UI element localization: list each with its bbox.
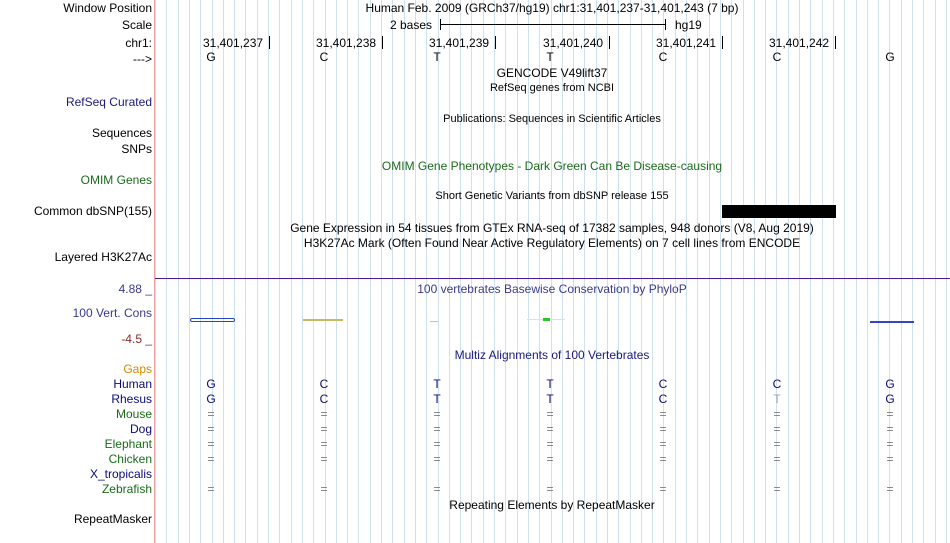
ruler-position: 31,401,241 xyxy=(656,36,717,50)
phylop-title: 100 vertebrates Basewise Conservation by PhyloP xyxy=(417,282,687,296)
track-label-snps[interactable]: SNPs xyxy=(121,142,152,156)
alignment-base: = xyxy=(433,437,441,451)
alignment-base: = xyxy=(886,422,894,436)
species-label-mouse[interactable]: Mouse xyxy=(115,407,152,421)
track-label-phylop[interactable]: 100 Vert. Cons xyxy=(72,306,152,320)
alignment-base: = xyxy=(773,437,781,451)
phylop-max-label: 4.88 _ xyxy=(118,282,152,296)
phylop-mark xyxy=(190,318,235,322)
species-label-human[interactable]: Human xyxy=(113,377,152,391)
alignment-base: = xyxy=(320,422,328,436)
alignment-base: = xyxy=(320,407,328,421)
alignment-base: = xyxy=(773,422,781,436)
sequence-base: C xyxy=(319,50,329,64)
alignment-base: = xyxy=(546,422,554,436)
track-label-omim[interactable]: OMIM Genes xyxy=(80,173,152,187)
sequence-base: T xyxy=(433,50,441,64)
alignment-base: = xyxy=(207,452,215,466)
track-label-gaps[interactable]: Gaps xyxy=(123,362,152,376)
phylop-mark xyxy=(430,321,438,322)
alignment-base: T xyxy=(546,392,554,406)
alignment-base: = xyxy=(207,437,215,451)
refseq-subtitle: RefSeq genes from NCBI xyxy=(489,82,615,94)
ruler-tick xyxy=(609,36,610,49)
alignment-base: T xyxy=(433,377,441,391)
scale-assembly: hg19 xyxy=(675,18,702,32)
multiz-title: Multiz Alignments of 100 Vertebrates xyxy=(454,348,650,362)
alignment-base: C xyxy=(772,377,782,391)
dbsnp-title: Short Genetic Variants from dbSNP release 155 xyxy=(435,190,669,202)
alignment-base: C xyxy=(319,377,329,391)
track-label-h3k27[interactable]: Layered H3K27Ac xyxy=(54,250,152,264)
alignment-base: = xyxy=(546,437,554,451)
alignment-base: T xyxy=(433,392,441,406)
alignment-base: C xyxy=(658,377,668,391)
h3k27-baseline xyxy=(155,278,950,279)
window-position-label: Window Position xyxy=(63,1,152,15)
sequence-base: G xyxy=(885,50,895,64)
ruler-position: 31,401,239 xyxy=(429,36,490,50)
species-label-x_tropicalis[interactable]: X_tropicalis xyxy=(89,467,152,481)
ruler-tick xyxy=(269,36,270,49)
ruler-tick xyxy=(835,36,836,49)
alignment-base: T xyxy=(546,377,554,391)
alignment-base: = xyxy=(886,437,894,451)
alignment-base: G xyxy=(885,392,895,406)
species-label-rhesus[interactable]: Rhesus xyxy=(111,392,152,406)
alignment-base: = xyxy=(773,482,781,496)
scale-size: 2 bases xyxy=(390,18,433,32)
publications-title: Publications: Sequences in Scientific Articles xyxy=(443,113,661,125)
alignment-base: G xyxy=(206,392,216,406)
ruler-position: 31,401,240 xyxy=(543,36,604,50)
alignment-base: G xyxy=(885,377,895,391)
phylop-min-label: -4.5 _ xyxy=(121,332,152,346)
alignment-base: = xyxy=(207,407,215,421)
species-label-zebrafish[interactable]: Zebrafish xyxy=(101,482,152,496)
sequence-base: C xyxy=(658,50,668,64)
alignment-base: = xyxy=(546,482,554,496)
alignment-base: = xyxy=(433,422,441,436)
label-divider xyxy=(154,0,155,543)
ruler-position: 31,401,242 xyxy=(769,36,830,50)
alignment-base: = xyxy=(659,422,667,436)
alignment-base: = xyxy=(659,482,667,496)
ruler-tick xyxy=(495,36,496,49)
ruler-tick xyxy=(722,36,723,49)
phylop-mark xyxy=(303,319,343,321)
alignment-base: = xyxy=(886,407,894,421)
scale-label: Scale xyxy=(121,18,152,32)
alignment-base: C xyxy=(319,392,329,406)
phylop-mark xyxy=(543,318,550,321)
alignment-base: = xyxy=(207,422,215,436)
window-title: Human Feb. 2009 (GRCh37/hg19) chr1:31,401,237-31,401,243 (7 bp) xyxy=(365,1,739,15)
repeatmasker-title: Repeating Elements by RepeatMasker xyxy=(449,498,655,512)
gencode-title[interactable]: GENCODE V49lift37 xyxy=(496,66,608,80)
scale-bar-left-cap xyxy=(440,19,441,30)
track-label-repeatmasker[interactable]: RepeatMasker xyxy=(73,512,152,526)
ruler-position: 31,401,237 xyxy=(203,36,264,50)
species-label-chicken[interactable]: Chicken xyxy=(108,452,152,466)
alignment-base: = xyxy=(320,437,328,451)
species-label-dog[interactable]: Dog xyxy=(129,422,152,436)
alignment-base: = xyxy=(320,452,328,466)
alignment-base: = xyxy=(207,482,215,496)
alignment-base: = xyxy=(546,407,554,421)
alignment-base: = xyxy=(773,407,781,421)
ruler-tick xyxy=(382,36,383,49)
ruler-position: 31,401,238 xyxy=(316,36,377,50)
h3k27-title: H3K27Ac Mark (Often Found Near Active Regulatory Elements) on 7 cell lines from ENCODE xyxy=(303,236,801,250)
omim-title: OMIM Gene Phenotypes - Dark Green Can Be Disease-causing xyxy=(381,159,723,173)
alignment-base: G xyxy=(206,377,216,391)
sequence-base: T xyxy=(546,50,554,64)
alignment-base: = xyxy=(659,437,667,451)
chrom-label: chr1: xyxy=(125,36,152,50)
scale-bar xyxy=(440,24,666,25)
alignment-base: C xyxy=(658,392,668,406)
alignment-base: = xyxy=(433,452,441,466)
alignment-base: = xyxy=(659,407,667,421)
track-label-refseq[interactable]: RefSeq Curated xyxy=(65,95,152,109)
alignment-base: T xyxy=(773,392,781,406)
scale-bar-right-cap xyxy=(665,19,666,30)
alignment-base: = xyxy=(433,407,441,421)
alignment-base: = xyxy=(433,482,441,496)
track-label-dbsnp[interactable]: Common dbSNP(155) xyxy=(33,204,152,218)
alignment-base: = xyxy=(546,452,554,466)
gtex-title: Gene Expression in 54 tissues from GTEx RNA-seq of 17382 samples, 948 donors (V8, Aug 2019) xyxy=(290,221,814,235)
strand-label: ---> xyxy=(133,52,152,66)
alignment-base: = xyxy=(773,452,781,466)
alignment-base: = xyxy=(886,452,894,466)
dbsnp-feature[interactable] xyxy=(722,205,836,218)
sequence-base: C xyxy=(772,50,782,64)
species-label-elephant[interactable]: Elephant xyxy=(104,437,152,451)
alignment-base: = xyxy=(320,482,328,496)
track-label-sequences[interactable]: Sequences xyxy=(91,126,152,140)
sequence-base: G xyxy=(206,50,216,64)
phylop-mark xyxy=(870,321,914,323)
alignment-base: = xyxy=(659,452,667,466)
alignment-base: = xyxy=(886,482,894,496)
